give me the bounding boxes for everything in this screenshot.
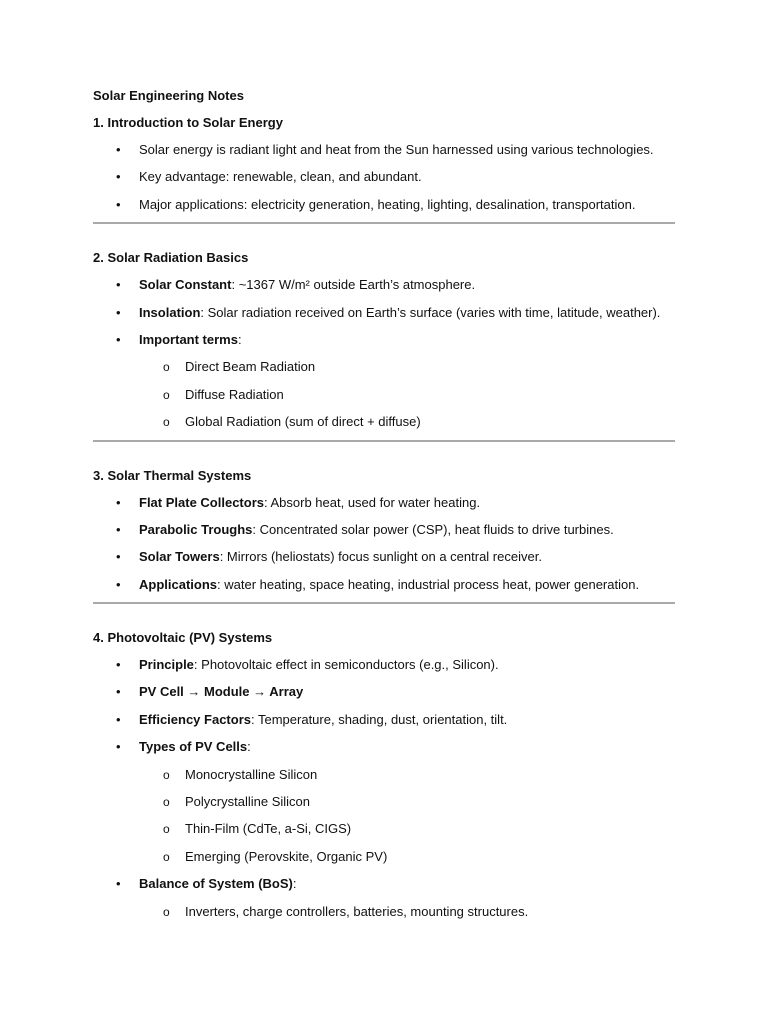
- sub-list-item: [93, 902, 675, 922]
- bullet-icon: •: [116, 304, 121, 320]
- item-label: Parabolic Troughs: [139, 521, 253, 537]
- list-item: [93, 330, 675, 350]
- bullet-icon: •: [116, 521, 121, 537]
- item-label: Efficiency Factors: [139, 711, 251, 727]
- sub-bullet-icon: o: [163, 849, 170, 864]
- item-text: Key advantage: renewable, clean, and abundant.: [139, 169, 422, 185]
- sub-bullet-icon: o: [163, 822, 170, 837]
- sub-item-text: Direct Beam Radiation: [185, 359, 316, 375]
- sub-item-text: Emerging (Perovskite, Organic PV): [185, 848, 388, 864]
- item-label: Solar Constant: [139, 277, 232, 293]
- bullet-icon: •: [116, 576, 121, 592]
- bullet-icon: •: [116, 711, 121, 727]
- list-item: [93, 575, 675, 595]
- list-item: [93, 195, 675, 215]
- item-text: :: [292, 876, 297, 892]
- sub-list-item: [93, 357, 675, 377]
- item-label: Flat Plate Collectors: [139, 494, 264, 510]
- item-label: Balance of System (BoS): [139, 876, 293, 892]
- list-item: [93, 737, 675, 757]
- bullet-list: [93, 275, 675, 432]
- item-text: : Solar radiation received on Earth’s surface (varies with time, latitude, weather).: [200, 304, 661, 320]
- bullet-icon: •: [116, 196, 121, 212]
- list-item: [93, 493, 675, 513]
- bullet-icon: •: [116, 142, 121, 157]
- item-label: Insolation: [139, 304, 201, 320]
- sub-bullet-icon: o: [163, 360, 170, 375]
- bullet-icon: •: [116, 549, 121, 565]
- list-item: [93, 520, 675, 540]
- bullet-icon: •: [116, 494, 121, 510]
- bullet-list: [93, 493, 675, 595]
- document-page: [93, 86, 675, 929]
- sub-list-item: [93, 792, 675, 812]
- list-item: [93, 710, 675, 730]
- item-text: : water heating, space heating, industrial process heat, power generation.: [217, 576, 640, 592]
- item-label: Types of PV Cells: [139, 739, 248, 755]
- sub-list-item: [93, 385, 675, 405]
- sub-item-text: Polycrystalline Silicon: [185, 794, 310, 810]
- bullet-icon: •: [116, 684, 121, 700]
- sub-list-item: [93, 847, 675, 867]
- bullet-icon: •: [116, 169, 121, 185]
- sub-bullet-icon: o: [163, 767, 170, 782]
- item-text: Solar energy is radiant light and heat from the Sun harnessed using various technologies.: [139, 142, 654, 157]
- item-text: : Temperature, shading, dust, orientation, tilt.: [251, 711, 508, 727]
- list-item: [93, 655, 675, 675]
- list-item: [93, 275, 675, 295]
- list-item: [93, 682, 675, 702]
- list-item: [93, 167, 675, 187]
- sub-bullet-icon: o: [163, 795, 170, 810]
- bullet-icon: •: [116, 657, 121, 673]
- sub-list-item: [93, 819, 675, 839]
- bullet-icon: •: [116, 331, 121, 347]
- bullet-list: [93, 140, 675, 215]
- list-item: [93, 140, 675, 160]
- item-label: Solar Towers: [139, 549, 220, 565]
- section-introduction: [93, 113, 675, 224]
- document-title: Solar Engineering Notes: [93, 88, 244, 103]
- item-text: Major applications: electricity generation, heating, lighting, desalination, transportation.: [139, 196, 636, 212]
- bullet-icon: •: [116, 876, 121, 892]
- horizontal-rule: [93, 440, 675, 442]
- sub-item-text: Thin-Film (CdTe, a-Si, CIGS): [185, 821, 352, 837]
- item-text: : Concentrated solar power (CSP), heat fluids to drive turbines.: [252, 521, 614, 537]
- item-label: Important terms: [139, 331, 238, 347]
- item-text: :: [237, 331, 242, 347]
- bullet-icon: •: [116, 277, 121, 293]
- sub-list-item: [93, 765, 675, 785]
- list-item: [93, 303, 675, 323]
- sub-bullet-icon: o: [163, 387, 170, 402]
- section-heading: 3. Solar Thermal Systems: [93, 467, 252, 483]
- sub-item-text: Inverters, charge controllers, batteries, mounting structures.: [185, 903, 529, 919]
- bullet-list: [93, 655, 675, 922]
- item-text: : ~1367 W/m² outside Earth’s atmosphere.: [231, 277, 476, 293]
- bullet-icon: •: [116, 739, 121, 755]
- sub-bullet-icon: o: [163, 415, 170, 430]
- horizontal-rule: [93, 222, 675, 224]
- sub-list-item: [93, 412, 675, 432]
- section-photovoltaic: [93, 628, 675, 922]
- section-radiation: [93, 248, 675, 441]
- item-label: Principle: [139, 657, 194, 673]
- sub-item-text: Monocrystalline Silicon: [185, 766, 318, 782]
- sub-bullet-icon: o: [163, 904, 170, 919]
- item-text: : Absorb heat, used for water heating.: [263, 494, 481, 510]
- section-heading: 4. Photovoltaic (PV) Systems: [93, 630, 273, 646]
- sub-item-text: Diffuse Radiation: [185, 386, 284, 402]
- item-text: : Mirrors (heliostats) focus sunlight on a central receiver.: [219, 549, 542, 565]
- section-heading: 1. Introduction to Solar Energy: [93, 115, 283, 130]
- item-label: PV Cell → Module → Array: [139, 684, 304, 700]
- horizontal-rule: [93, 602, 675, 604]
- list-item: [93, 547, 675, 567]
- item-label: Applications: [139, 576, 218, 592]
- list-item: [93, 874, 675, 894]
- sub-item-text: Global Radiation (sum of direct + diffuse): [185, 414, 421, 430]
- item-text: : Photovoltaic effect in semiconductors (e.g., Silicon).: [193, 657, 499, 673]
- item-text: :: [247, 739, 251, 755]
- section-thermal: [93, 466, 675, 605]
- section-heading: 2. Solar Radiation Basics: [93, 250, 249, 266]
